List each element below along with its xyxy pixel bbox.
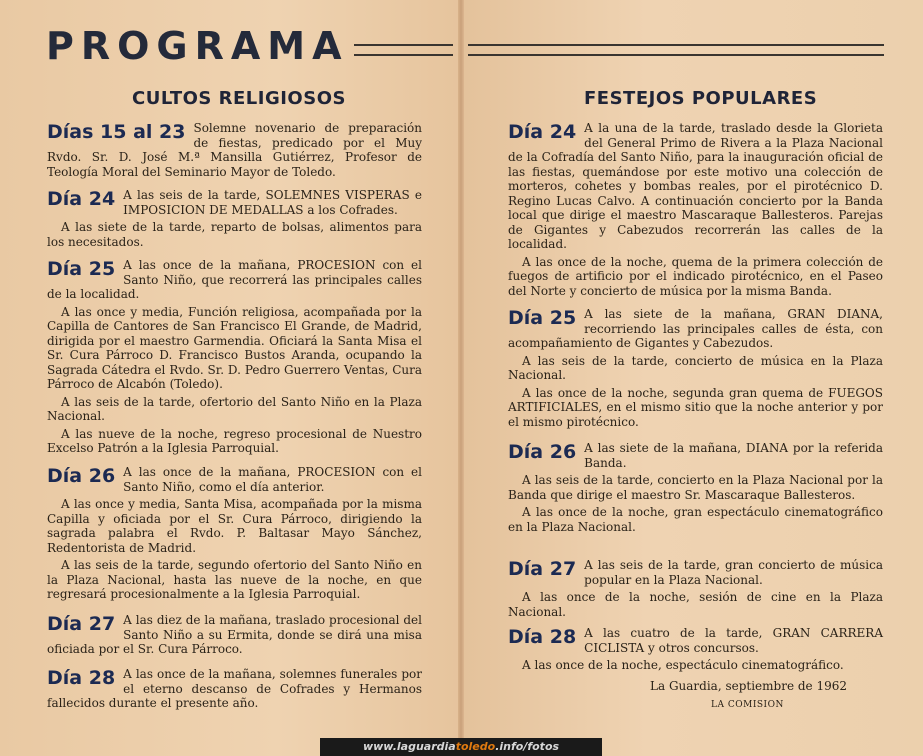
day-label: Día 24: [508, 121, 577, 143]
entry-text: Solemne novenario de preparación de fiestas, predicado por el Muy Rvdo. Sr. D. José M.ª Mansilla Gutiérrez, Profesor de Teología Moral del Seminario Mayor de Toledo.: [47, 121, 422, 179]
entry-extra: A las once de la noche, sesión de cine en la Plaza Nacional.: [508, 590, 883, 619]
section-heading-religious: CULTOS RELIGIOSOS: [132, 88, 346, 109]
entry-extra: A las once de la noche, gran espectáculo cinematográfico en la Plaza Nacional.: [508, 505, 883, 534]
signature-line: La Guardia, septiembre de 1962: [650, 679, 847, 693]
entry-extra: A las once de la noche, espectáculo cinematográfico.: [522, 658, 844, 672]
entry-text: A las siete de la mañana, GRAN DIANA, recorriendo las principales calles de ésta, con acompañamiento de Gigantes y Cabezudos.: [508, 307, 883, 350]
watermark-part: toledo: [455, 740, 496, 753]
right-entry-0: [508, 121, 883, 298]
watermark-banner[interactable]: [320, 738, 602, 756]
day-label: Día 25: [47, 258, 116, 280]
entry-extra: A las once y media, Función religiosa, acompañada por la Capilla de Cantores de San Francisco El Grande, de Madrid, dirigida por el maestro Garmendia. Oficiará la Santa Misa el Sr. Cura Párroco D. Francisco Bustos Aranda, ocupando la Sagrada Cátedra el Rvdo. Sr. D. Pedro Guerrero Ventas, Cura Párroco de Alcabón (Toledo).: [47, 304, 422, 391]
entry-text: A la una de la tarde, traslado desde la Glorieta del General Primo de Rivera a la Plaza Nacional de la Cofradía del Santo Niño, para la inauguración oficial de las fiestas, quemándose por este motivo una colección de morteros, cohetes y bombas reales, por el pirotécnico D. Regino Lucas Calvo. A continuación concierto por la Banda local que dirige el maestro Mascaraque Ballesteros. Parejas de Gigantes y Cabezudos recorrerán las calles de la localidad.: [508, 121, 883, 251]
left-entry-1: [47, 188, 422, 249]
entry-text: A las once de la mañana, solemnes funerales por el eterno descanso de Cofrades y Hermanos fallecidos durante el presente año.: [47, 667, 422, 710]
left-entry-5: [47, 667, 422, 711]
right-entry-2: [508, 441, 883, 534]
entry-text: A las siete de la mañana, DIANA por la referida Banda.: [584, 441, 883, 470]
day-label: Día 28: [508, 626, 577, 648]
watermark-part: .info/fotos: [495, 740, 560, 753]
watermark-part: www.laguardia: [362, 740, 456, 753]
entry-extra: A las siete de la tarde, reparto de bolsas, alimentos para los necesitados.: [47, 220, 422, 249]
program-title: PROGRAMA: [46, 24, 349, 68]
day-label: Día 27: [508, 558, 577, 580]
entry-extra: A las once de la noche, segunda gran quema de FUEGOS ARTIFICIALES, en el mismo sitio que la noche anterior y por el mismo pirotécnico.: [508, 385, 883, 429]
left-entry-0: [47, 121, 422, 179]
entry-extra: A las seis de la tarde, concierto en la Plaza Nacional por la Banda que dirige el maestro Sr. Mascaraque Ballesteros.: [508, 473, 883, 502]
signed-by: LA COMISION: [711, 700, 784, 710]
entry-text: A las diez de la mañana, traslado procesional del Santo Niño a su Ermita, donde se dirá una misa oficiada por el Sr. Cura Párroco.: [47, 613, 422, 656]
right-entry-4: [508, 626, 883, 673]
entry-extra: A las seis de la tarde, concierto de música en la Plaza Nacional.: [508, 353, 883, 382]
entry-text: A las cuatro de la tarde, GRAN CARRERA CICLISTA y otros concursos.: [584, 626, 883, 655]
center-fold: [458, 0, 464, 756]
entry-extra: A las once de la noche, quema de la primera colección de fuegos de artificio por el indicado pirotécnico, en el Paseo del Norte y concierto de música por la misma Banda.: [508, 254, 883, 298]
day-label: Día 26: [508, 441, 577, 463]
day-label: Día 27: [47, 613, 116, 635]
section-heading-popular: FESTEJOS POPULARES: [584, 88, 818, 109]
title-rule-right: [468, 44, 884, 56]
title-rule-left: [354, 44, 453, 56]
entry-text: A las once de la mañana, PROCESION con el Santo Niño, que recorrerá las principales calles de la localidad.: [47, 258, 422, 301]
entry-text: A las seis de la tarde, gran concierto de música popular en la Plaza Nacional.: [584, 558, 883, 587]
day-label: Día 28: [47, 667, 116, 689]
entry-text: A las seis de la tarde, SOLEMNES VISPERAS e IMPOSICION DE MEDALLAS a los Cofrades.: [123, 188, 422, 217]
left-entry-4: [47, 613, 422, 657]
left-entry-3: [47, 465, 422, 602]
entry-extra: A las seis de la tarde, segundo ofertorio del Santo Niño en la Plaza Nacional, hasta las nueve de la noche, en que regresará procesionalmente a la Iglesia Parroquial.: [47, 558, 422, 601]
right-entry-3: [508, 558, 883, 619]
day-label: Día 24: [47, 188, 116, 210]
day-label: Días 15 al 23: [47, 121, 186, 143]
day-label: Día 26: [47, 465, 116, 487]
entry-text: A las once de la mañana, PROCESION con el Santo Niño, como el día anterior.: [123, 465, 422, 494]
entry-extra: A las once y media, Santa Misa, acompañada por la misma Capilla y oficiada por el Sr. Cura Párroco, dirigiendo la sagrada palabra el Rvdo. P. Baltasar Mayo Sánchez, Redentorista de Madrid.: [47, 497, 422, 555]
day-label: Día 25: [508, 307, 577, 329]
entry-extra: A las seis de la tarde, ofertorio del Santo Niño en la Plaza Nacional.: [47, 394, 422, 423]
left-entry-2: [47, 258, 422, 456]
right-entry-1: [508, 307, 883, 429]
entry-extra: A las nueve de la noche, regreso procesional de Nuestro Excelso Patrón a la Iglesia Parroquial.: [47, 426, 422, 455]
